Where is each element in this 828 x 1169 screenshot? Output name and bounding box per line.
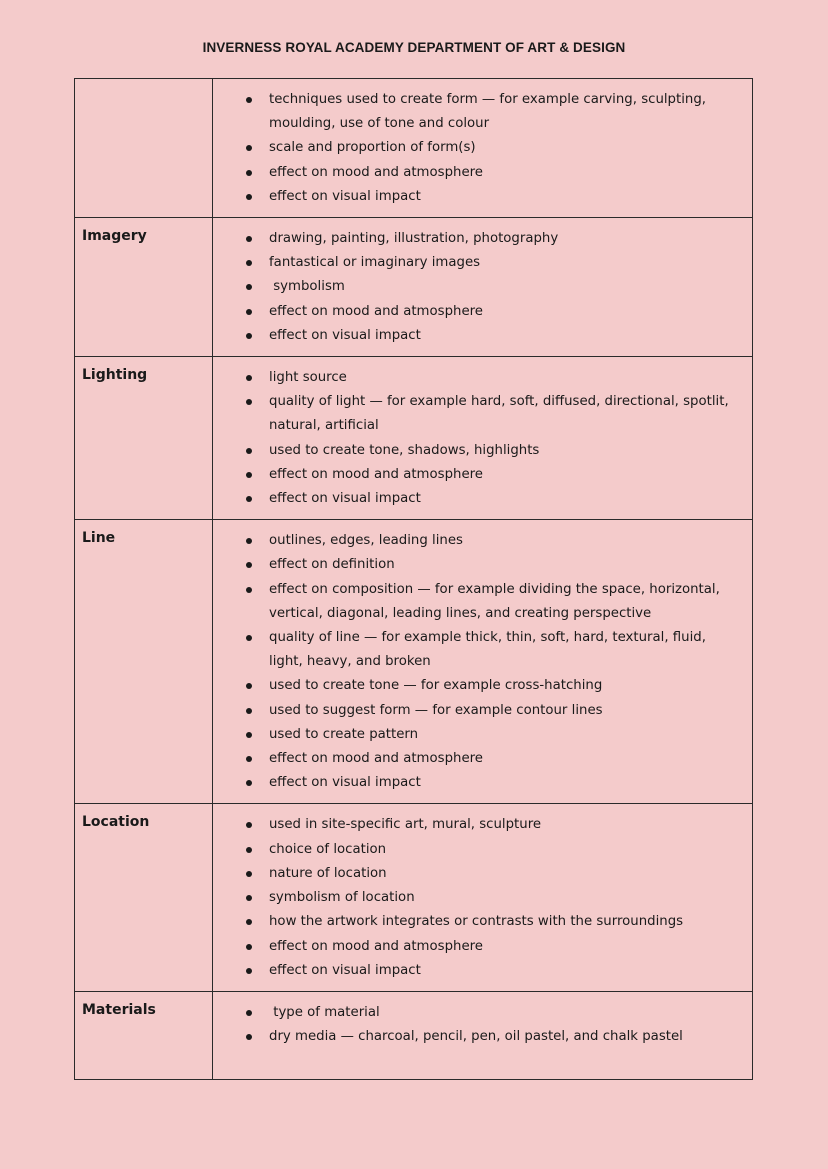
list-item-text: drawing, painting, illustration, photography [269,231,559,247]
list-item-text: nature of location [269,865,387,881]
list-item-text: effect on visual impact [269,491,421,507]
list-item [213,161,742,185]
list-item [213,771,742,795]
list-item [213,626,742,674]
list-item-text: how the artwork integrates or contrasts with the surroundings [269,914,684,930]
list-item [213,838,742,862]
row-content-cell [213,520,753,804]
list-item [213,699,742,723]
list-item [213,275,742,299]
table-row [75,218,753,357]
list-item-text: effect on mood and atmosphere [269,466,483,482]
bullet-icon [246,944,252,950]
list-item [213,935,742,959]
bullet-icon [246,333,252,339]
list-item-text: used to create tone, shadows, highlights [269,442,540,458]
list-item [213,136,742,160]
list-item [213,747,742,771]
criteria-table [74,78,753,1080]
bullet-icon [246,635,252,641]
list-item-text: symbolism [269,279,345,295]
list-item-text: choice of location [269,841,387,857]
bullet-icon [246,496,252,502]
bullet-icon [246,895,252,901]
bullet-icon [246,919,252,925]
bullet-icon [246,97,252,103]
list-item [213,813,742,837]
list-item [213,1025,742,1049]
bullet-list [213,357,752,519]
list-item-text: symbolism of location [269,890,415,906]
bullet-icon [246,170,252,176]
bullet-icon [246,708,252,714]
bullet-icon [246,194,252,200]
list-item [213,487,742,511]
bullet-icon [246,683,252,689]
row-label-cell [75,991,213,1079]
list-item [213,88,742,136]
bullet-icon [246,309,252,315]
list-item-text: effect on visual impact [269,188,421,204]
list-item [213,862,742,886]
row-content-cell [213,804,753,991]
list-item-text: effect on composition — for example dividing the space, horizontal, vertical, diagonal, leading lines, and creating perspective [269,581,720,621]
bullet-icon [246,236,252,242]
bullet-icon [246,780,252,786]
list-item [213,390,742,438]
table-row [75,357,753,520]
list-item [213,886,742,910]
list-item [213,1001,742,1025]
row-label: Imagery [82,228,147,245]
page-title: INVERNESS ROYAL ACADEMY DEPARTMENT OF ART & DESIGN [202,40,626,55]
table-row [75,991,753,1079]
table-row [75,804,753,991]
bullet-icon [246,562,252,568]
bullet-list [213,218,752,356]
bullet-icon [246,284,252,290]
bullet-list [213,520,752,803]
row-label [75,79,212,89]
list-item-text: quality of light — for example hard, soft, diffused, directional, spotlit, natural, artificial [269,394,729,434]
row-content-cell [213,218,753,357]
list-item-text: used in site-specific art, mural, sculpture [269,817,542,833]
row-label: Location [82,814,150,831]
list-item [213,251,742,275]
list-item [213,185,742,209]
list-item-text: quality of line — for example thick, thin, soft, hard, textural, fluid, light, heavy, and broken [269,630,706,670]
list-item-text: techniques used to create form — for example carving, sculpting, moulding, use of tone and colour [269,92,707,132]
row-content-cell [213,357,753,520]
row-label-cell [75,79,213,218]
bullet-icon [246,756,252,762]
list-item [213,300,742,324]
list-item [213,463,742,487]
table-row [75,520,753,804]
row-label-cell [75,218,213,357]
bullet-icon [246,448,252,454]
bullet-icon [246,145,252,151]
list-item-text: effect on mood and atmosphere [269,938,483,954]
list-item-text: type of material [269,1004,380,1020]
list-item-text: light source [269,370,347,386]
list-item-text: fantastical or imaginary images [269,255,481,271]
bullet-icon [246,1010,252,1016]
list-item-text: effect on visual impact [269,962,421,978]
list-item [213,366,742,390]
bullet-icon [246,1034,252,1040]
list-item-text: effect on mood and atmosphere [269,164,483,180]
list-item [213,910,742,934]
list-item-text: dry media — charcoal, pencil, pen, oil pastel, and chalk pastel [269,1029,683,1045]
bullet-list [213,804,752,990]
list-item [213,578,742,626]
list-item [213,959,742,983]
list-item-text: effect on definition [269,557,395,573]
row-content-cell [213,79,753,218]
list-item-text: used to create pattern [269,726,419,742]
list-item-text: effect on mood and atmosphere [269,303,483,319]
list-item-text: effect on visual impact [269,775,421,791]
bullet-icon [246,871,252,877]
row-content-cell [213,991,753,1079]
list-item-text: effect on visual impact [269,327,421,343]
bullet-icon [246,399,252,405]
list-item [213,529,742,553]
list-item [213,324,742,348]
list-item-text: used to suggest form — for example contour lines [269,702,603,718]
list-item-text: used to create tone — for example cross-hatching [269,678,603,694]
row-label-cell [75,804,213,991]
bullet-list [213,79,752,217]
bullet-icon [246,822,252,828]
bullet-icon [246,732,252,738]
list-item [213,723,742,747]
row-label-cell [75,520,213,804]
bullet-icon [246,968,252,974]
bullet-icon [246,260,252,266]
bullet-icon [246,587,252,593]
list-item [213,553,742,577]
bullet-icon [246,375,252,381]
list-item [213,439,742,463]
row-label-cell [75,357,213,520]
list-item-text: outlines, edges, leading lines [269,533,463,549]
bullet-icon [246,847,252,853]
list-item-text: effect on mood and atmosphere [269,751,483,767]
row-label: Materials [82,1001,156,1018]
bullet-list [213,992,752,1057]
list-item-text: scale and proportion of form(s) [269,140,476,156]
row-label: Line [82,530,116,547]
bullet-icon [246,472,252,478]
table-row [75,79,753,218]
row-label: Lighting [82,367,148,384]
list-item [213,227,742,251]
bullet-icon [246,538,252,544]
list-item [213,674,742,698]
